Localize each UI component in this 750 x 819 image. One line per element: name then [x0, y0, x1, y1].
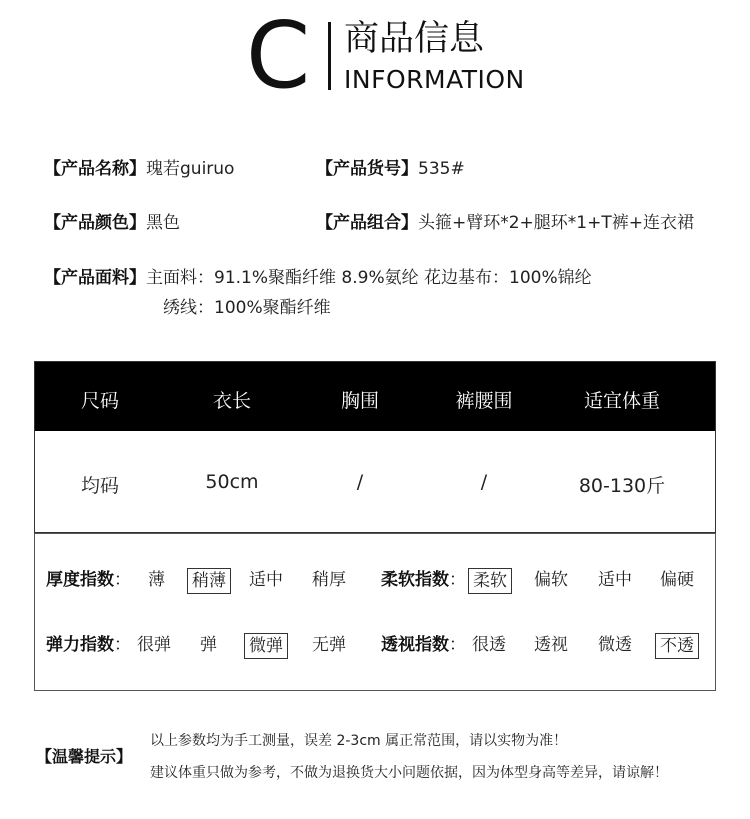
thickness-option-slightly-thick: 稍厚: [312, 570, 346, 590]
transparency-index-label: 透视指数：: [381, 635, 466, 655]
tips-line-1: 以上参数均为手工测量，误差 2-3cm 属正常范围，请以实物为准！: [150, 733, 568, 749]
header-cell-waist: 裤腰围: [455, 390, 513, 412]
header-cell-size: 尺码: [80, 390, 120, 412]
info-fabric-label: 【产品面料】: [44, 268, 146, 288]
table-row: [35, 431, 715, 533]
thickness-option-medium: 适中: [249, 570, 283, 590]
transparency-option-see-through: 透视: [534, 635, 568, 655]
cell-length: 50cm: [205, 471, 259, 493]
softness-index-label: 柔软指数：: [381, 570, 466, 590]
elasticity-option-elastic: 弹: [200, 635, 217, 655]
info-name: [44, 157, 234, 181]
thickness-option-thin: 薄: [148, 570, 165, 590]
thickness-option-slightly-thin-selected: 稍薄: [187, 568, 231, 594]
elasticity-index-label: 弹力指数：: [46, 635, 131, 655]
header-letter: C: [246, 2, 311, 109]
transparency-option-slight: 微透: [598, 635, 632, 655]
cell-waist: /: [480, 471, 488, 493]
transparency-option-opaque-selected: 不透: [655, 633, 699, 659]
info-name-label: 【产品名称】: [44, 159, 146, 179]
info-sku-label: 【产品货号】: [316, 159, 418, 179]
header-cell-weight: 适宜体重: [583, 390, 661, 412]
softness-option-softish: 偏软: [534, 570, 568, 590]
fabric-index-box: [34, 533, 716, 691]
cell-bust: /: [356, 471, 364, 493]
thickness-index-label: 厚度指数：: [46, 570, 131, 590]
size-table-header: [35, 362, 715, 431]
tips-line-2: 建议体重只做为参考，不做为退换货大小问题依据，因为体型身高等差异，请谅解！: [150, 765, 668, 781]
header-cell-bust: 胸围: [340, 390, 380, 412]
cell-size: 均码: [80, 475, 120, 497]
info-name-value: 瑰若guiruo: [146, 159, 235, 179]
info-fabric-line2: 绣线：100%聚酯纤维: [163, 298, 331, 318]
softness-option-hard: 偏硬: [660, 570, 694, 590]
softness-option-soft-selected: 柔软: [468, 568, 512, 594]
info-color-label: 【产品颜色】: [44, 213, 146, 233]
info-sku: [316, 157, 465, 181]
info-set-value: 头箍+臂环*2+腿环*1+T裤+连衣裙: [418, 213, 694, 233]
info-set: [316, 211, 694, 235]
header-cell-length: 衣长: [212, 390, 252, 412]
info-color: [44, 211, 180, 235]
size-table: [34, 361, 716, 533]
header-title-cn: 商品信息: [344, 19, 485, 59]
info-fabric: [44, 266, 592, 290]
elasticity-option-slight-selected: 微弹: [244, 633, 288, 659]
header-divider: [328, 22, 331, 90]
elasticity-option-very: 很弹: [137, 635, 171, 655]
info-set-label: 【产品组合】: [316, 213, 418, 233]
softness-option-medium: 适中: [598, 570, 632, 590]
transparency-option-very: 很透: [472, 635, 506, 655]
info-color-value: 黑色: [146, 213, 180, 233]
elasticity-option-none: 无弹: [312, 635, 346, 655]
tips-label: 【温馨提示】: [36, 747, 133, 766]
info-fabric-line1: 主面料：91.1%聚酯纤维 8.9%氨纶 花边基布：100%锦纶: [146, 268, 592, 288]
info-sku-value: 535#: [418, 159, 465, 179]
cell-weight: 80-130斤: [578, 475, 666, 497]
header-title-en: INFORMATION: [344, 65, 525, 94]
